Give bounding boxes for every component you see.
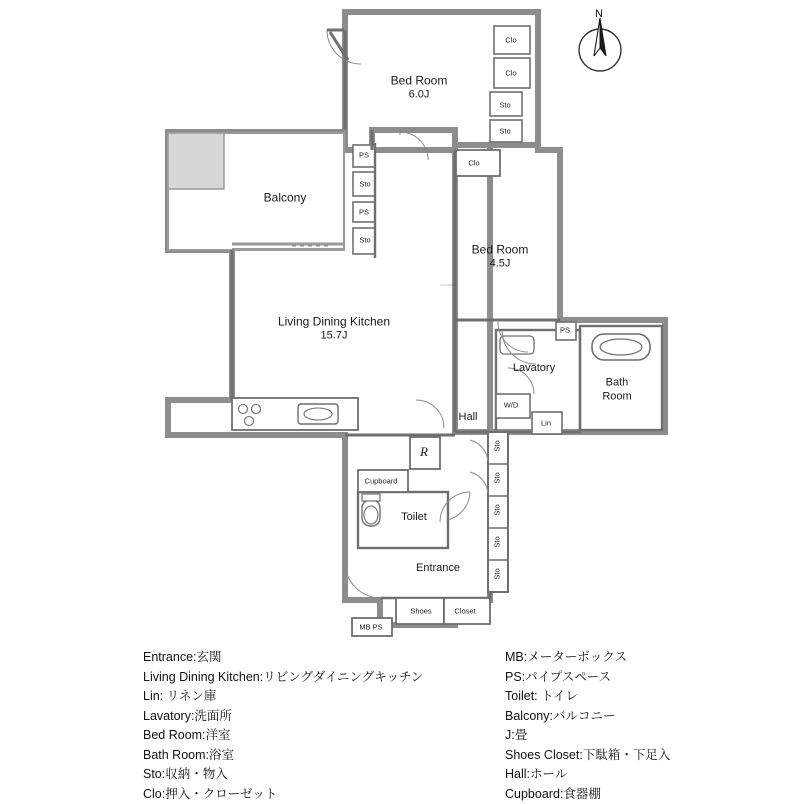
storage-label-9: Sto	[493, 568, 502, 579]
legend-item-j: J:畳	[505, 726, 670, 746]
cupboard-label: Cupboard	[365, 477, 398, 486]
storage-label-1: Sto	[499, 101, 510, 110]
room-name: Bath	[606, 376, 629, 388]
refrigerator-label: R	[420, 444, 428, 460]
meter-box-pipe-space-label: MB PS	[359, 623, 382, 632]
legend-item-toilet: Toilet: トイレ	[505, 687, 670, 707]
storage-label-4: Sto	[359, 236, 370, 245]
legend-item-ps: PS:パイプスペース	[505, 668, 670, 688]
legend-item-lavatory: Lavatory:洗面所	[143, 707, 423, 727]
balcony-area	[168, 133, 344, 250]
legend	[0, 640, 800, 800]
legend-item-balcony: Balcony:バルコニー	[505, 707, 670, 727]
room-name: Living Dining Kitchen	[278, 315, 390, 329]
legend-item-entrance: Entrance:玄関	[143, 648, 423, 668]
room-name: Hall	[459, 411, 478, 423]
storage-label-8: Sto	[493, 536, 502, 547]
legend-item-clo: Clo:押入・クローゼット	[143, 785, 423, 804]
room-name: Bed Room	[391, 74, 448, 88]
closet-label-3: Clo	[468, 159, 479, 168]
compass	[568, 8, 632, 76]
pipe-space-label-3: PS	[560, 326, 570, 335]
legend-item-hall: Hall:ホール	[505, 765, 670, 785]
storage-label-5: Sto	[493, 440, 502, 451]
storage-label-3: Sto	[359, 180, 370, 189]
legend-item-shoes-closet: Shoes Closet:下駄箱・下足入	[505, 746, 670, 766]
storage-label-7: Sto	[493, 504, 502, 515]
storage-label-6: Sto	[493, 472, 502, 483]
pipe-space-label-2: PS	[359, 208, 369, 217]
storage-label-2: Sto	[499, 127, 510, 136]
legend-item-sto: Sto:収納・物入	[143, 765, 423, 785]
shoes-label: Shoes	[410, 607, 431, 616]
legend-item-bed-room: Bed Room:洋室	[143, 726, 423, 746]
structure-walls	[168, 12, 665, 625]
legend-item-ldk: Living Dining Kitchen:リビングダイニングキッチン	[143, 668, 423, 688]
room-area: 4.5J	[472, 258, 529, 272]
compass-north-label: N	[595, 8, 603, 20]
pipe-space-label-1: PS	[359, 151, 369, 160]
room-name: Bed Room	[472, 243, 529, 257]
room-name: Lavatory	[513, 362, 555, 374]
room-area: 6.0J	[391, 89, 448, 103]
room-name: Balcony	[264, 191, 307, 205]
room-name: Entrance	[416, 562, 460, 574]
room-name: Toilet	[401, 511, 427, 523]
room-area: 15.7J	[278, 330, 390, 344]
legend-item-mb: MB:メーターボックス	[505, 648, 670, 668]
legend-column-left	[143, 648, 423, 804]
linen-label: Lin	[541, 419, 551, 428]
closet-label-4: Closet	[454, 607, 475, 616]
room-area-line2: Room	[602, 390, 631, 404]
legend-column-right	[505, 648, 670, 804]
legend-item-bath-room: Bath Room:浴室	[143, 746, 423, 766]
closet-label-2: Clo	[505, 69, 516, 78]
washer-dryer-label: W/D	[504, 401, 519, 410]
legend-item-cupboard: Cupboard:食器棚	[505, 785, 670, 804]
legend-item-lin: Lin: リネン庫	[143, 687, 423, 707]
closet-label-1: Clo	[505, 36, 516, 45]
